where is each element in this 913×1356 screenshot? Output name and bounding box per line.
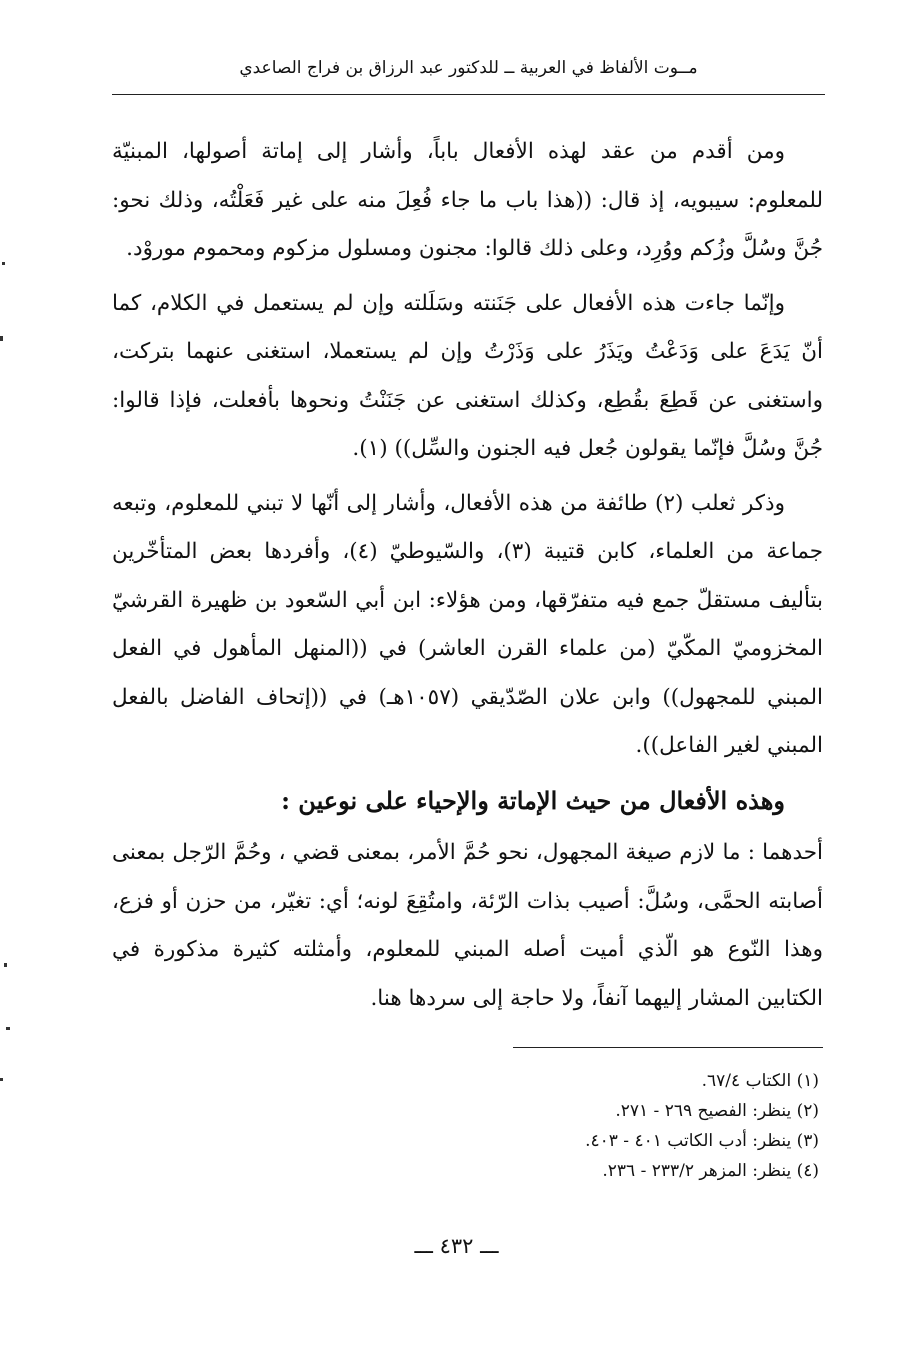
footnotes	[300, 1066, 819, 1186]
margin-speck	[6, 1027, 10, 1030]
margin-speck	[0, 336, 3, 341]
margin-speck	[0, 1078, 3, 1081]
running-head: مــوت الألفاظ في العربية ــ للدكتور عبد الرزاق بن فراج الصاعدي	[239, 58, 698, 78]
footnote-2: (٢) ينظر: الفصيح ٢٦٩ - ٢٧١.	[615, 1101, 819, 1121]
margin-speck	[2, 262, 5, 265]
footnote-3: (٣) ينظر: أدب الكاتب ٤٠١ - ٤٠٣.	[585, 1131, 819, 1151]
page-number: ـــ ٤٣٢ ـــ	[414, 1234, 499, 1258]
footnote-rule	[513, 1047, 823, 1048]
paragraph-2: وإنّما جاءت هذه الأفعال على جَنَنته وسَلَلته وإن لم يستعمل في الكلام، كما أنّ يَدَعَ على وَدَعْتُ ويَذَرُ على وَذَرْتُ وإن لم يستعملا، استغنى عنهما بتركت، واستغنى عن قَطِعَ بقُطِع، وكذلك استغنى عن جَنَنْتُ ونحوها بأفعلت، فإذا قالوا: جُنَّ وسُلَّ فإنّما يقولون جُعل فيه الجنون والسِّل)) (١).	[112, 290, 823, 461]
margin-speck	[4, 963, 7, 967]
header-rule	[112, 94, 825, 95]
body-text	[112, 128, 823, 1029]
paragraph-1: ومن أقدم من عقد لهذه الأفعال باباً، وأشار إلى إماتة أصولها، المبنيّة للمعلوم: سيبويه، إذ قال: ((هذا باب ما جاء فُعِلَ منه على غير فَعَلْتُه، وذلك نحو: جُنَّ وسُلَّ وزُكم ووُرِد، وعلى ذلك قالوا: مجنون ومسلول مزكوم ومحموم موروْد.	[112, 139, 823, 261]
paragraph-4: أحدهما : ما لازم صيغة المجهول، نحو حُمَّ الأمر، بمعنى قضي ، وحُمَّ الرّجل بمعنى أصابته الحمَّى، وسُلَّ: أصيب بذات الرّئة، وامتُقِعَ لونه؛ أي: تغيّر، من حزن أو فزع، وهذا النّوع هو الّذي أميت أصله المبني للمعلوم، وأمثلته كثيرة مذكورة في الكتابين المشار إليهما آنفاً، ولا حاجة إلى سردها هنا.	[112, 840, 823, 1011]
section-subheading: وهذه الأفعال من حيث الإماتة والإحياء على نوعين :	[281, 785, 785, 815]
footnote-4: (٤) ينظر: المزهر ٢٣٣/٢ - ٢٣٦.	[602, 1161, 819, 1181]
paragraph-3: وذكر ثعلب (٢) طائفة من هذه الأفعال، وأشار إلى أنّها لا تبني للمعلوم، وتبعه جماعة من العلماء، كابن قتيبة (٣)، والسّيوطيّ (٤)، وأفردها بعض المتأخّرين بتأليف مستقلّ جمع فيه متفرّقها، ومن هؤلاء: ابن أبي السّعود بن ظهيرة القرشيّ المخزوميّ المكّيّ (من علماء القرن العاشر) في ((المنهل المأهول في الفعل المبني للمجهول)) وابن علان الصّدّيقي (١٠٥٧هـ) في ((إتحاف الفاضل بالفعل المبني لغير الفاعل)).	[112, 490, 823, 758]
footnote-1: (١) الكتاب ٦٧/٤.	[701, 1071, 819, 1091]
